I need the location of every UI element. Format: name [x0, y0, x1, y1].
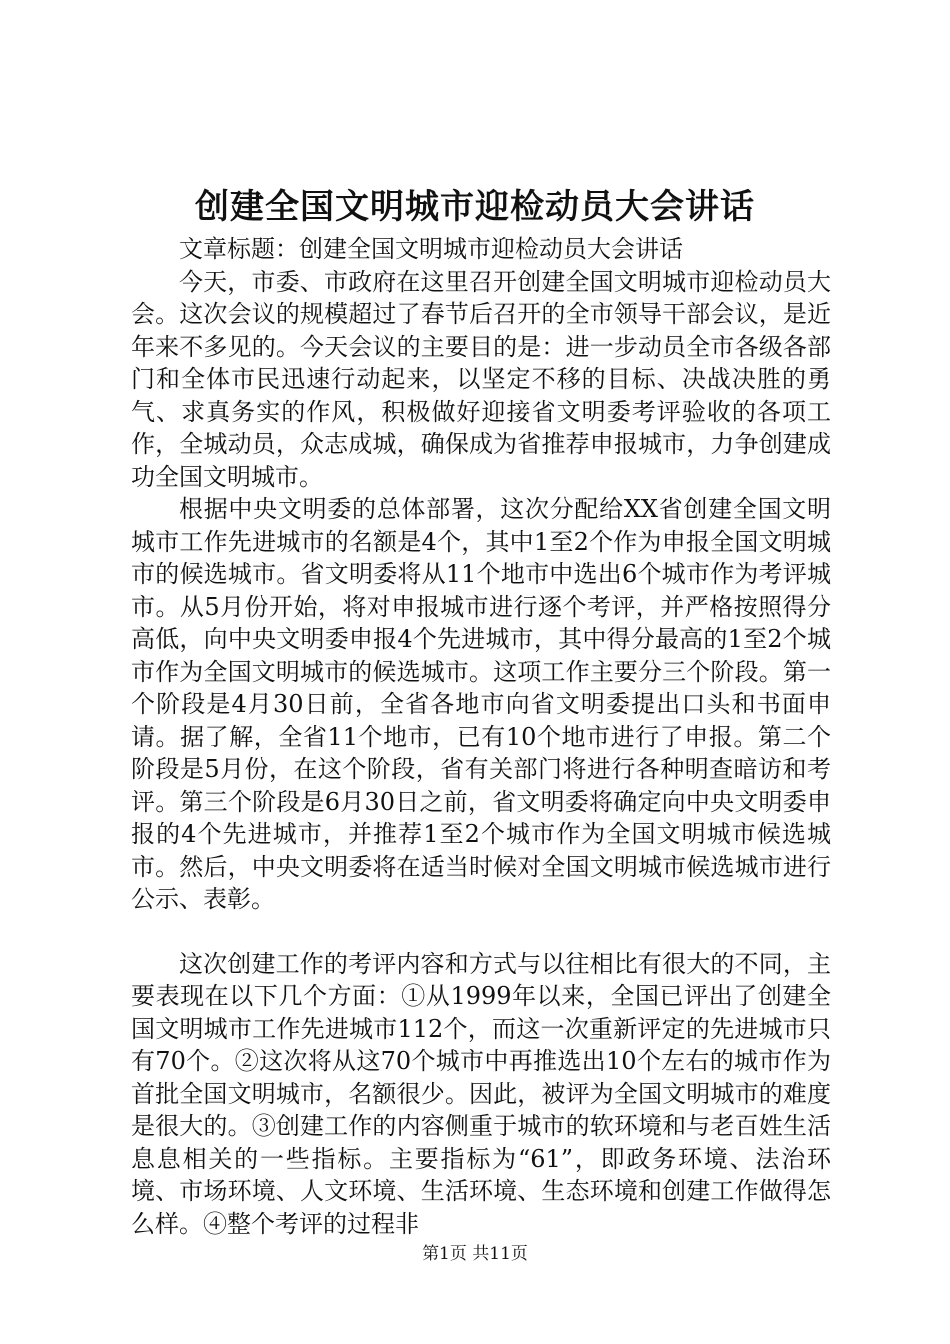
paragraph-evaluation: 这次创建工作的考评内容和方式与以往相比有很大的不同，主要表现在以下几个方面：①从1999年以来，全国已评出了创建全国文明城市工作先进城市112个，而这一次重新评定的先进城市只有70个。②这次将从这70个城市中再推选出10个左右的城市作为首批全国文明城市，名额很少。因此，被评为全国文明城市的难度是很大的。③创建工作的内容侧重于城市的软环境和与老百姓生活息息相关的一些指标。主要指标为“61”，即政务环境、法治环境、市场环境、人文环境、生活环境、生态环境和创建工作做得怎么样。④整个考评的过程非 — [131, 949, 831, 1238]
paragraph-deployment: 根据中央文明委的总体部署，这次分配给XX省创建全国文明城市工作先进城市的名额是4个，其中1至2个作为申报全国文明城市的候选城市。省文明委将从11个地市中选出6个城市作为考评城市。从5月份开始，将对申报城市进行逐个考评，并严格按照得分高低，向中央文明委申报4个先进城市，其中得分最高的1至2个城市作为全国文明城市的候选城市。这项工作主要分三个阶段。第一个阶段是4月30日前，全省各地市向省文明委提出口头和书面申请。据了解，全省11个地市，已有10个地市进行了申报。第二个阶段是5月份，在这个阶段，省有关部门将进行各种明查暗访和考评。第三个阶段是6月30日之前，省文明委将确定向中央文明委申报的4个先进城市，并推荐1至2个城市作为全国文明城市候选城市。然后，中央文明委将在适当时候对全国文明城市候选城市进行公示、表彰。 — [131, 495, 831, 913]
paragraph-intro: 今天，市委、市政府在这里召开创建全国文明城市迎检动员大会。这次会议的规模超过了春节后召开的全市领导干部会议，是近年来不多见的。今天会议的主要目的是：进一步动员全市各级各部门和全体市民迅速行动起来，以坚定不移的目标、决战决胜的勇气、求真务实的作风，积极做好迎接省文明委考评验收的各项工作，全城动员，众志成城，确保成为省推荐申报城市，力争创建成功全国文明城市。 — [131, 267, 831, 491]
article-title-line: 文章标题：创建全国文明城市迎检动员大会讲话 — [179, 235, 683, 263]
document-body — [131, 233, 831, 1240]
document-title: 创建全国文明城市迎检动员大会讲话 — [195, 187, 755, 227]
page-footer: 第1页 共11页 — [422, 1244, 528, 1264]
